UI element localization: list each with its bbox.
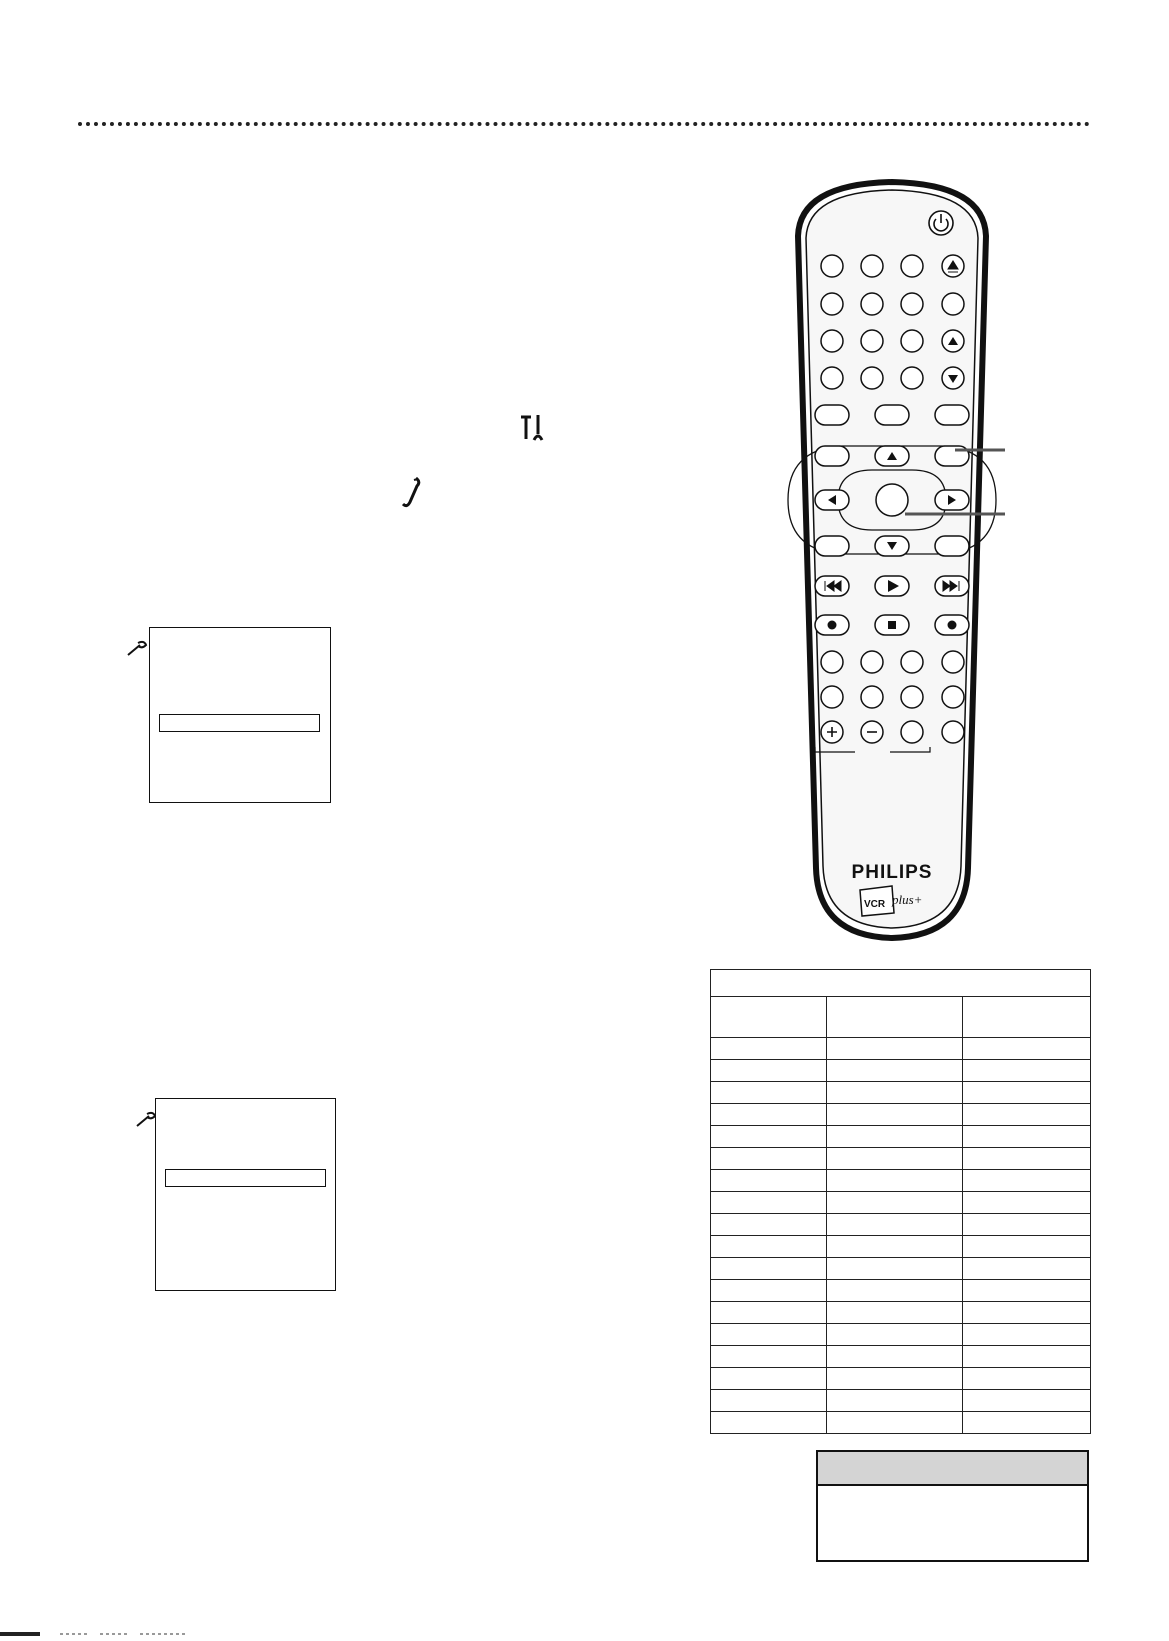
table-cell bbox=[827, 1390, 963, 1412]
volume-plus-button[interactable] bbox=[821, 721, 843, 743]
table-cell bbox=[963, 1082, 1091, 1104]
up-arrow-button[interactable] bbox=[875, 446, 909, 466]
table-row bbox=[711, 1302, 1091, 1324]
remote-control bbox=[780, 178, 1005, 946]
table-row bbox=[711, 1390, 1091, 1412]
table-row bbox=[711, 1412, 1091, 1434]
helpful-hints-box bbox=[816, 1450, 1089, 1562]
svg-text:plus+: plus+ bbox=[892, 892, 923, 907]
down-arrow-button[interactable] bbox=[875, 536, 909, 556]
table-cell bbox=[827, 1324, 963, 1346]
channel-table bbox=[710, 969, 1091, 1434]
ok-button[interactable] bbox=[876, 484, 908, 516]
left-arrow-button[interactable] bbox=[815, 490, 849, 510]
table-cell bbox=[711, 1082, 827, 1104]
table-cell bbox=[963, 1170, 1091, 1192]
table-cell bbox=[827, 1082, 963, 1104]
rewind-button[interactable] bbox=[815, 576, 849, 596]
record-button-2[interactable] bbox=[935, 615, 969, 635]
power-button[interactable] bbox=[929, 211, 953, 235]
table-cell bbox=[711, 1192, 827, 1214]
table-cell bbox=[963, 1214, 1091, 1236]
table-cell bbox=[711, 1280, 827, 1302]
table-row bbox=[711, 1148, 1091, 1170]
table-cell bbox=[827, 1412, 963, 1434]
table-cell bbox=[827, 1280, 963, 1302]
table-row bbox=[711, 1170, 1091, 1192]
table-row bbox=[711, 1104, 1091, 1126]
table-cell bbox=[711, 1412, 827, 1434]
header-dotted-rule bbox=[78, 122, 1090, 126]
table-cell bbox=[711, 1148, 827, 1170]
table-cell bbox=[711, 1324, 827, 1346]
table-cell bbox=[963, 1280, 1091, 1302]
table-cell bbox=[963, 1236, 1091, 1258]
table-cell bbox=[711, 1038, 827, 1060]
table-cell bbox=[711, 1170, 827, 1192]
table-cell bbox=[827, 1148, 963, 1170]
system-menu-button[interactable] bbox=[815, 446, 849, 466]
table-cell bbox=[963, 1302, 1091, 1324]
table-cell bbox=[963, 1346, 1091, 1368]
table-cell bbox=[963, 1390, 1091, 1412]
table-row bbox=[711, 1280, 1091, 1302]
table-cell bbox=[827, 1170, 963, 1192]
menu-highlight-bar bbox=[159, 714, 320, 732]
table-cell bbox=[963, 1258, 1091, 1280]
table-row bbox=[711, 1192, 1091, 1214]
table-cell bbox=[827, 1302, 963, 1324]
column-header bbox=[711, 997, 827, 1038]
wrench-icon bbox=[126, 640, 148, 658]
table-cell bbox=[827, 1104, 963, 1126]
table-cell bbox=[827, 1192, 963, 1214]
record-button[interactable] bbox=[815, 615, 849, 635]
table-cell bbox=[963, 1148, 1091, 1170]
helpful-hints-title bbox=[818, 1452, 1087, 1486]
table-cell bbox=[711, 1060, 827, 1082]
return-button[interactable] bbox=[815, 536, 849, 556]
table-row bbox=[711, 1258, 1091, 1280]
table-cell bbox=[827, 1038, 963, 1060]
table-cell bbox=[711, 1390, 827, 1412]
table-cell bbox=[827, 1368, 963, 1390]
fast-forward-button[interactable] bbox=[935, 576, 969, 596]
table-cell bbox=[827, 1258, 963, 1280]
page-footer-marks bbox=[0, 1632, 190, 1638]
table-row bbox=[711, 1236, 1091, 1258]
table-cell bbox=[963, 1324, 1091, 1346]
table-cell bbox=[711, 1368, 827, 1390]
table-cell bbox=[711, 1236, 827, 1258]
table-cell bbox=[963, 1104, 1091, 1126]
tools-icon bbox=[518, 412, 548, 442]
table-row bbox=[711, 1346, 1091, 1368]
table-cell bbox=[711, 1346, 827, 1368]
table-cell bbox=[711, 1258, 827, 1280]
table-cell bbox=[827, 1346, 963, 1368]
table-title bbox=[711, 970, 1091, 997]
setup-menu-screen-2 bbox=[155, 1098, 336, 1291]
table-row bbox=[711, 1126, 1091, 1148]
table-cell bbox=[963, 1126, 1091, 1148]
table-cell bbox=[711, 1302, 827, 1324]
table-cell bbox=[827, 1126, 963, 1148]
svg-text:VCR: VCR bbox=[864, 899, 886, 910]
setup-menu-screen-1 bbox=[149, 627, 331, 803]
right-arrow-button[interactable] bbox=[935, 490, 969, 510]
table-row bbox=[711, 1214, 1091, 1236]
table-cell bbox=[827, 1236, 963, 1258]
column-header bbox=[827, 997, 963, 1038]
table-cell bbox=[963, 1368, 1091, 1390]
table-cell bbox=[963, 1412, 1091, 1434]
table-cell bbox=[827, 1214, 963, 1236]
table-cell bbox=[711, 1104, 827, 1126]
table-row bbox=[711, 1060, 1091, 1082]
table-cell bbox=[827, 1060, 963, 1082]
table-cell bbox=[963, 1192, 1091, 1214]
table-cell bbox=[711, 1214, 827, 1236]
table-cell bbox=[963, 1038, 1091, 1060]
volume-minus-button[interactable] bbox=[861, 721, 883, 743]
brand-logo: PHILIPS bbox=[851, 862, 933, 883]
menu-highlight-bar bbox=[165, 1169, 326, 1187]
table-cell bbox=[711, 1126, 827, 1148]
table-row bbox=[711, 1082, 1091, 1104]
wrench-icon bbox=[135, 1111, 157, 1129]
stop-button[interactable] bbox=[875, 615, 909, 635]
play-button[interactable] bbox=[875, 576, 909, 596]
column-header bbox=[963, 997, 1091, 1038]
table-row bbox=[711, 1038, 1091, 1060]
table-row bbox=[711, 1324, 1091, 1346]
disc-menu-button[interactable] bbox=[935, 536, 969, 556]
wrench-icon bbox=[402, 476, 424, 510]
table-row bbox=[711, 1368, 1091, 1390]
menu-buttons-row[interactable] bbox=[815, 405, 969, 425]
table-cell bbox=[963, 1060, 1091, 1082]
